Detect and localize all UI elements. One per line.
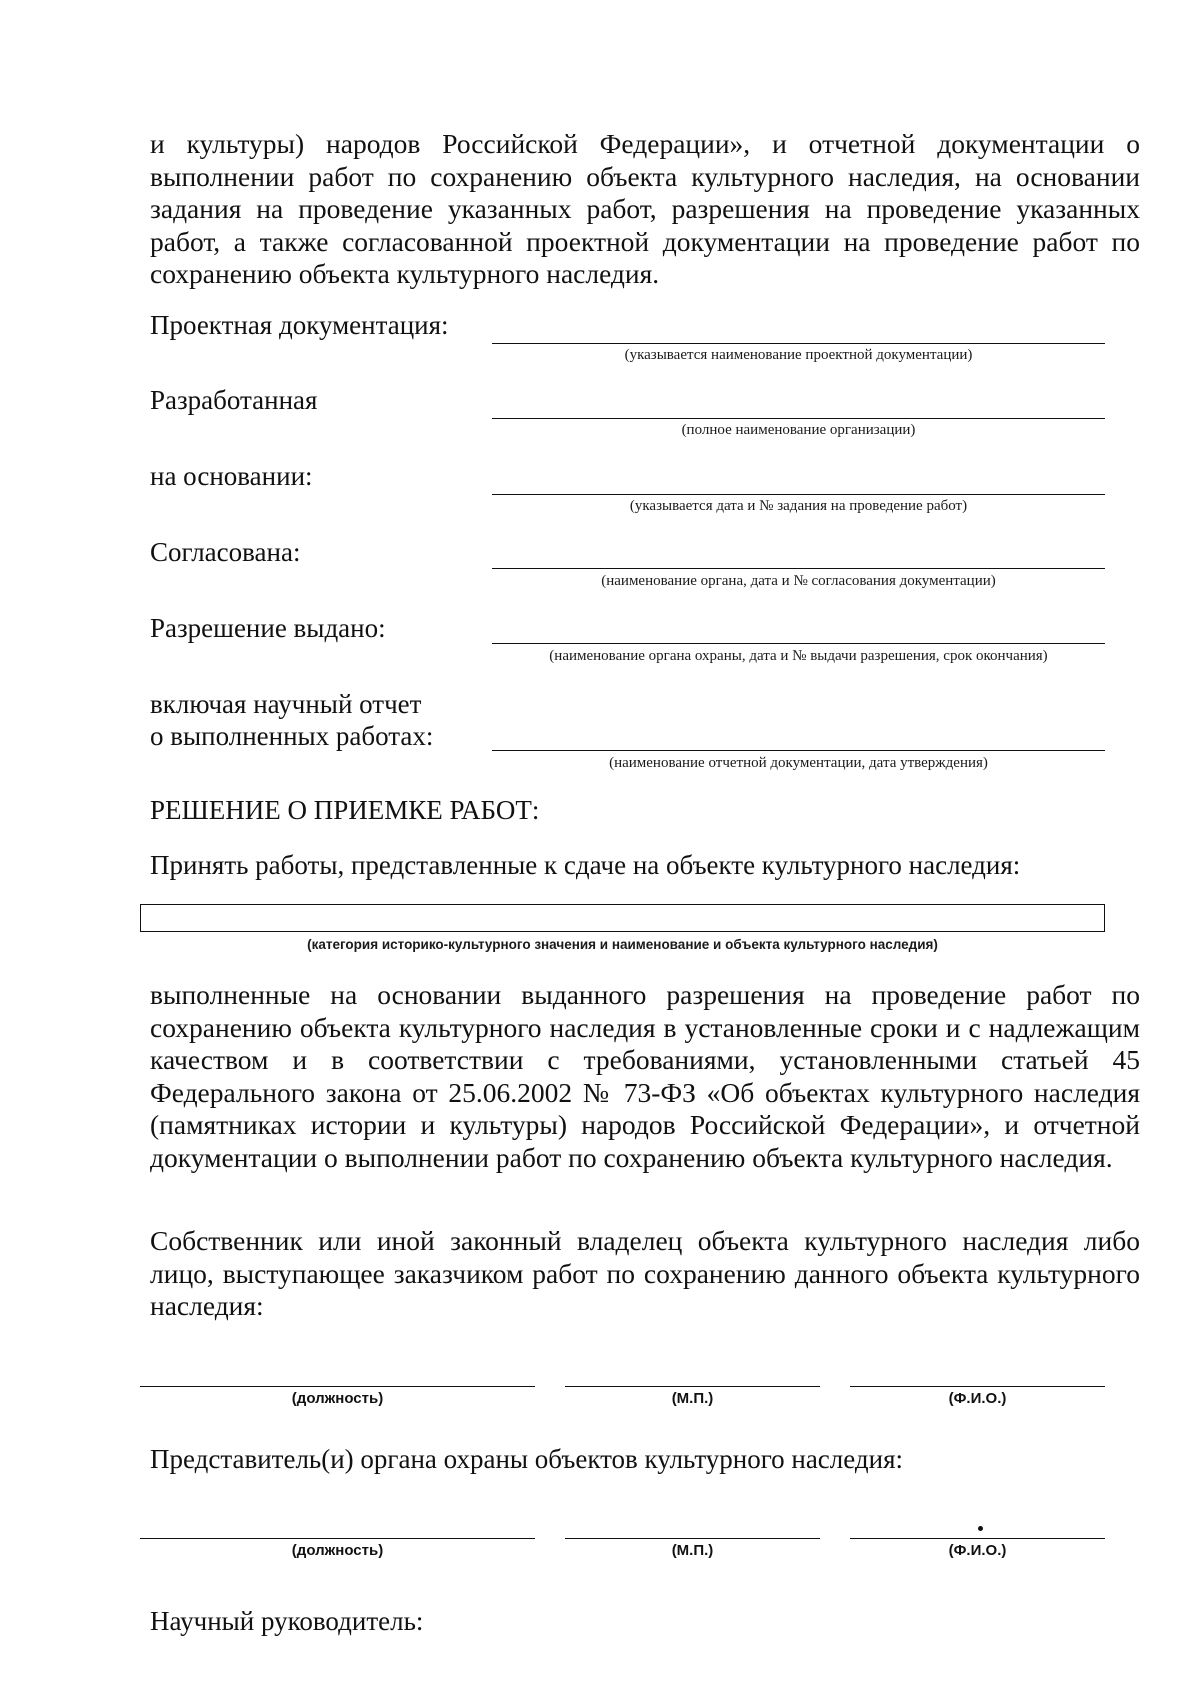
field-line-permit[interactable] — [492, 643, 1105, 644]
field-line-developed[interactable] — [492, 418, 1105, 419]
field-label-project-docs: Проектная документация: — [150, 310, 449, 340]
field-caption-approved: (наименование органа, дата и № согласования документации) — [601, 573, 996, 589]
field-line-approved[interactable] — [492, 568, 1105, 569]
field-line-project-docs[interactable] — [492, 343, 1105, 344]
field-caption-report: (наименование отчетной документации, дата утверждения) — [609, 755, 988, 771]
field-label-report-line2: о выполненных работах: — [150, 721, 434, 751]
field-line-basis[interactable] — [492, 494, 1105, 495]
owner-position-caption: (должность) — [291, 1390, 384, 1407]
rep-position-line[interactable] — [140, 1538, 535, 1539]
stray-dot — [978, 1526, 983, 1531]
field-label-basis: на основании: — [150, 461, 313, 491]
rep-seal-line[interactable] — [565, 1538, 820, 1539]
field-caption-developed: (полное наименование организации) — [681, 422, 916, 438]
rep-name-line[interactable] — [850, 1538, 1105, 1539]
owner-name-caption: (Ф.И.О.) — [948, 1390, 1007, 1407]
owner-paragraph: Собственник или иной законный владелец объекта культурного наследия либо лицо, выступающее заказчиком работ по сохранению данного объекта культурного наследия: — [150, 1225, 1140, 1321]
decision-heading: РЕШЕНИЕ О ПРИЕМКЕ РАБОТ: — [150, 795, 540, 825]
owner-name-line[interactable] — [850, 1386, 1105, 1387]
rep-name-caption: (Ф.И.О.) — [948, 1542, 1007, 1559]
field-label-approved: Согласована: — [150, 537, 301, 567]
rep-position-caption: (должность) — [291, 1542, 384, 1559]
field-line-report[interactable] — [492, 750, 1105, 751]
representative-label: Представитель(и) органа охраны объектов культурного наследия: — [150, 1444, 903, 1474]
owner-seal-line[interactable] — [565, 1386, 820, 1387]
field-label-developed: Разработанная — [150, 385, 318, 415]
field-caption-project-docs: (указывается наименование проектной документации) — [624, 347, 973, 363]
intro-paragraph: и культуры) народов Российской Федерации», и отчетной документации о выполнении работ по сохранению объекта культурного наследия, на основании задания на проведение указанных работ, разрешения на проведение указанных работ, а также согласованной проектной документации на проведение работ по сохранению объекта культурного наследия. — [150, 128, 1140, 289]
field-label-permit: Разрешение выдано: — [150, 613, 386, 643]
owner-seal-caption: (М.П.) — [671, 1390, 714, 1407]
object-caption: (категория историко-культурного значения и наименование и объекта культурного наследия) — [307, 937, 938, 952]
rep-seal-caption: (М.П.) — [671, 1542, 714, 1559]
field-caption-basis: (указывается дата и № задания на проведение работ) — [629, 498, 968, 514]
owner-position-line[interactable] — [140, 1386, 535, 1387]
performed-paragraph: выполненные на основании выданного разрешения на проведение работ по сохранению объекта культурного наследия в установленные сроки и с надлежащим качеством и в соответствии с требованиями, установленными статьей 45 Федерального закона от 25.06.2002 № 73-ФЗ «Об объектах культурного наследия (памятниках истории и культуры) народов Российской Федерации», и отчетной документации о выполнении работ по сохранению объекта культурного наследия. — [150, 979, 1140, 1173]
field-label-report-line1: включая научный отчет — [150, 689, 422, 719]
accept-text: Принять работы, представленные к сдаче на объекте культурного наследия: — [150, 850, 1021, 880]
object-name-field[interactable] — [140, 904, 1105, 932]
scientific-label: Научный руководитель: — [150, 1606, 424, 1636]
field-caption-permit: (наименование органа охраны, дата и № выдачи разрешения, срок окончания) — [549, 648, 1048, 664]
